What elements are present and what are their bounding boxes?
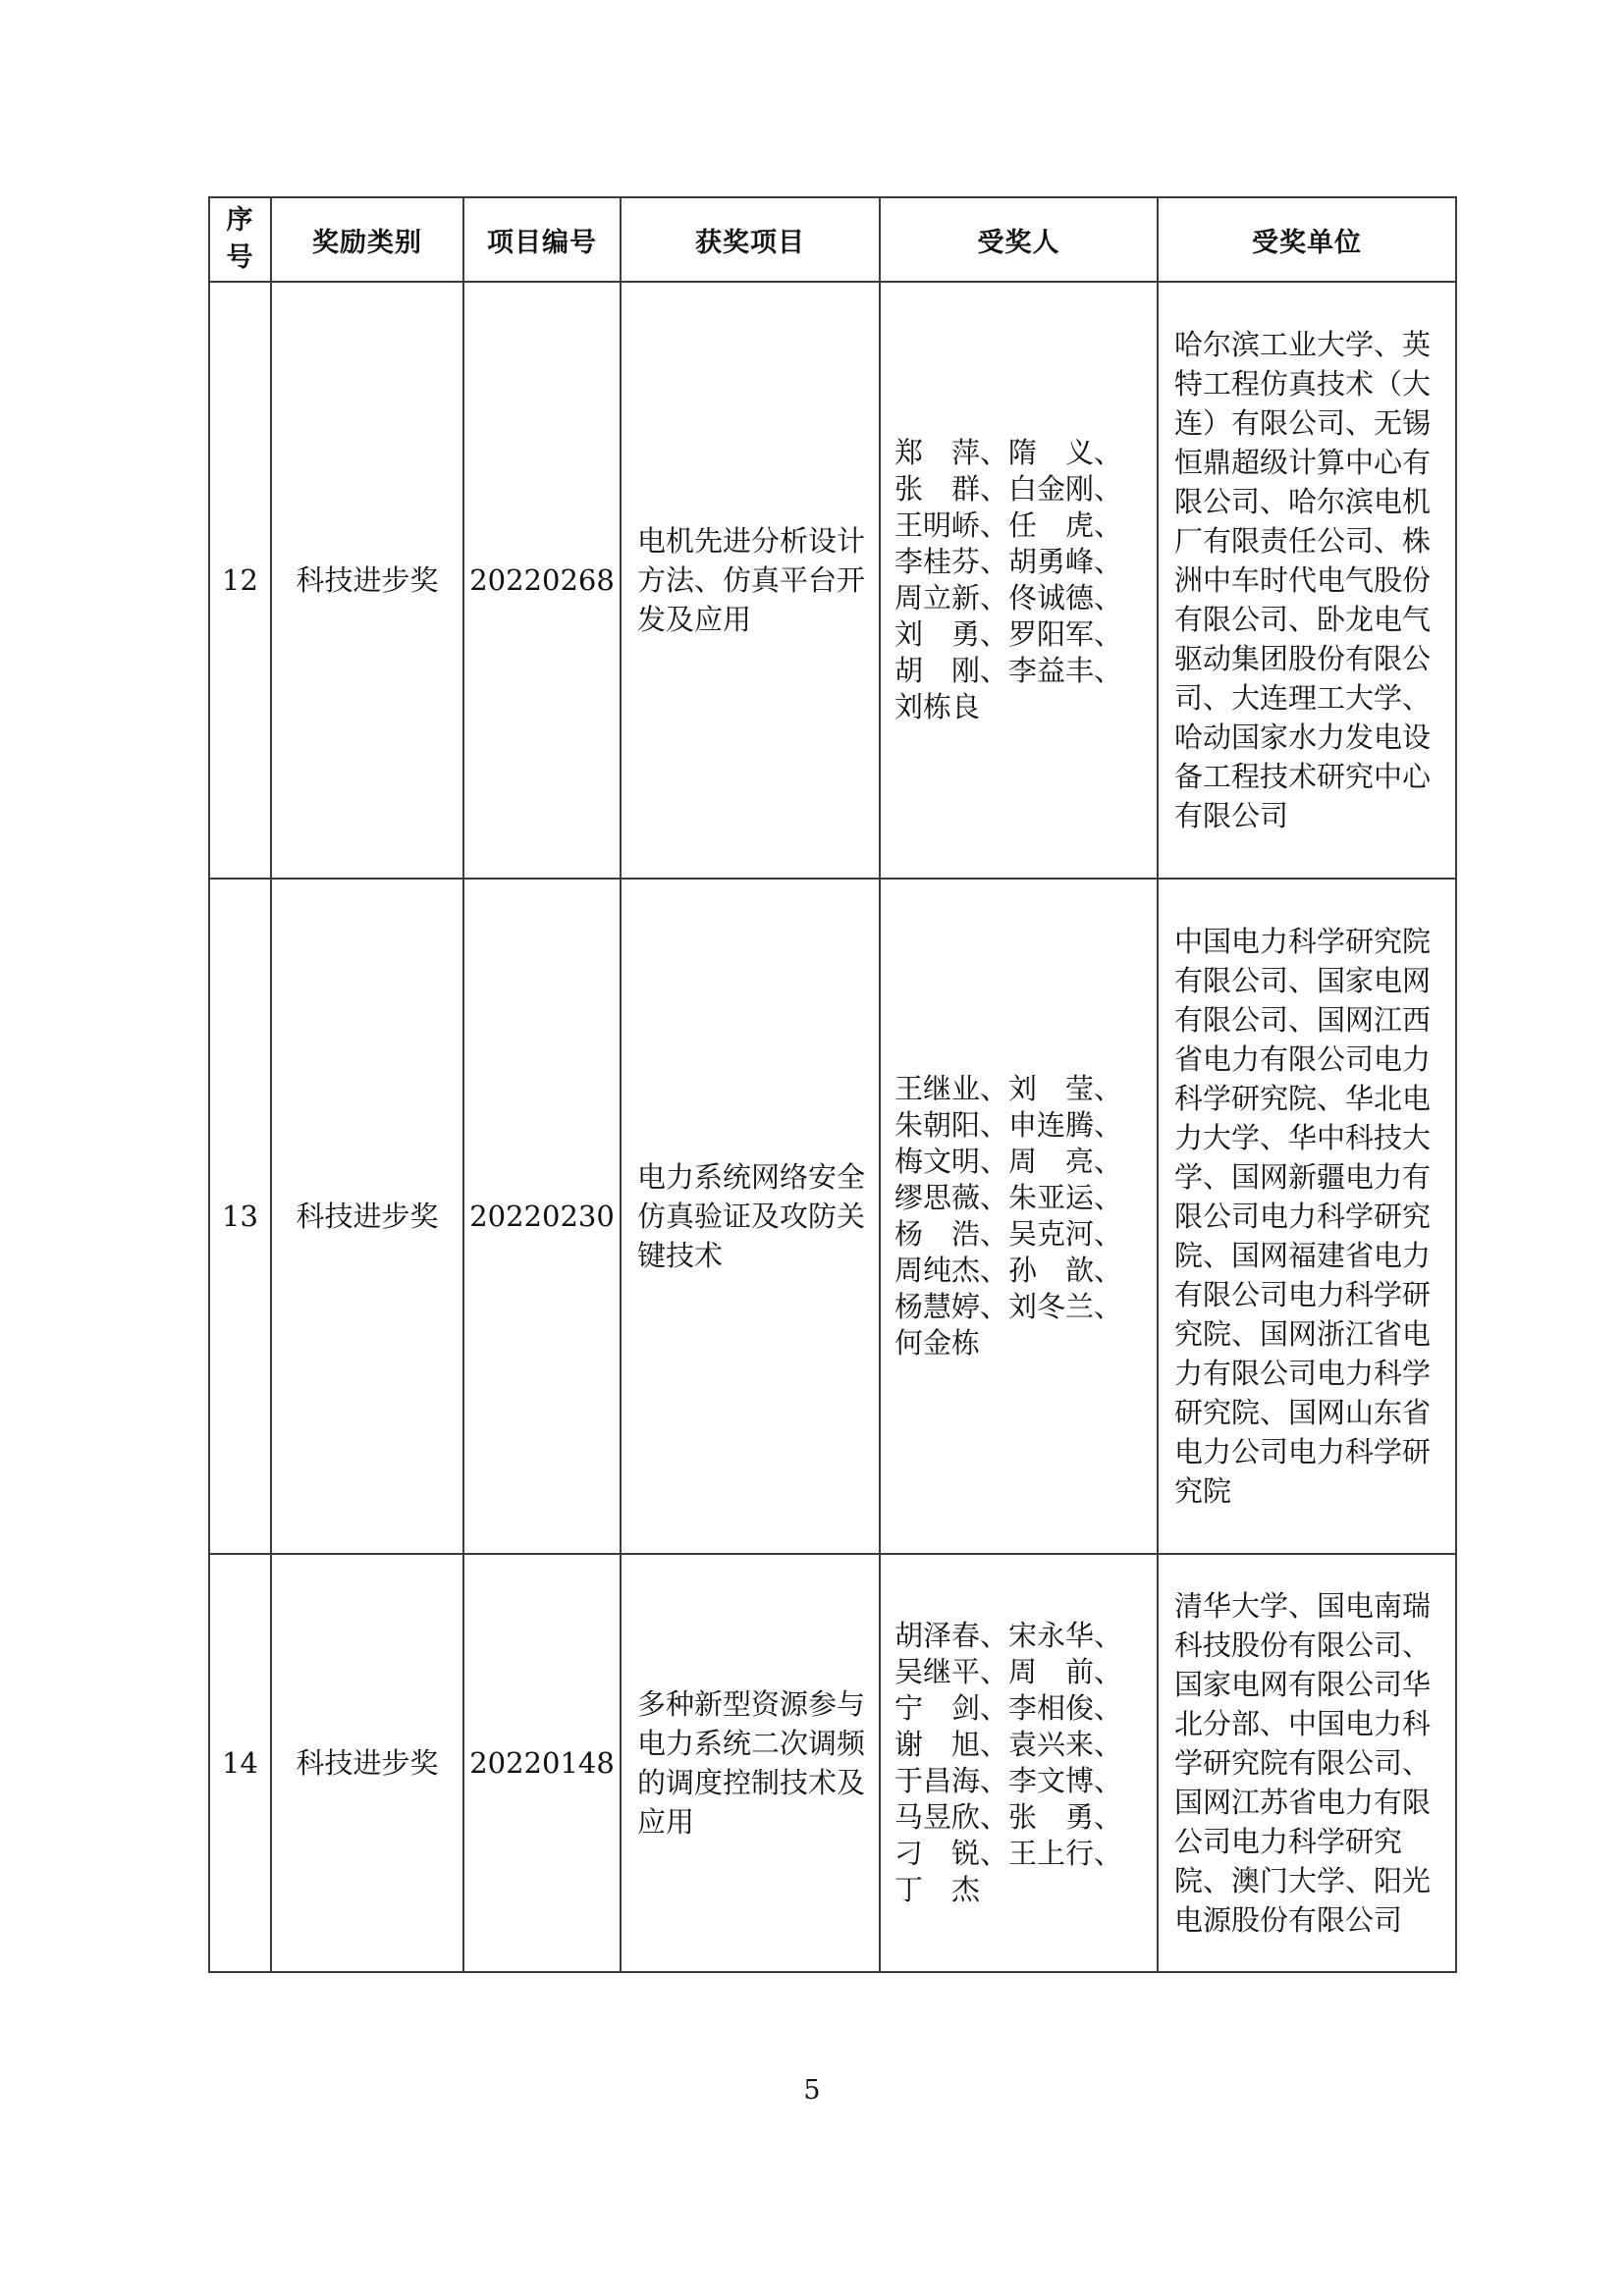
winner-line: 刘 勇、罗阳军、 (894, 617, 1123, 651)
cell-seq: 13 (209, 879, 271, 1554)
page-number: 5 (803, 2075, 821, 2106)
cell-winners (880, 1554, 1158, 1972)
winner-line: 刁 锐、王上行、 (894, 1837, 1123, 1870)
header-category: 奖励类别 (271, 197, 463, 282)
winner-line: 胡 刚、李益丰、 (894, 654, 1123, 687)
winner-line: 王明峤、任 虎、 (894, 508, 1123, 542)
winner-line: 马昱欣、张 勇、 (894, 1800, 1123, 1834)
cell-winners (880, 879, 1158, 1554)
winner-line: 谢 旭、袁兴来、 (894, 1728, 1123, 1761)
cell-category: 科技进步奖 (271, 879, 463, 1554)
winner-line: 郑 萍、隋 义、 (894, 436, 1123, 469)
winners-list (894, 1071, 1143, 1362)
table-row (209, 879, 1456, 1554)
header-project: 获奖项目 (621, 197, 880, 282)
header-project-no: 项目编号 (463, 197, 621, 282)
winner-line: 朱朝阳、申连腾、 (894, 1108, 1123, 1142)
winners-list (894, 1618, 1143, 1908)
cell-units: 哈尔滨工业大学、英特工程仿真技术（大连）有限公司、无锡恒鼎超级计算中心有限公司、哈尔滨电机厂有限责任公司、株洲中车时代电气股份有限公司、卧龙电气驱动集团股份有限公司、大连理工大学、哈动国家水力发电设备工程技术研究中心有限公司 (1158, 282, 1456, 879)
header-seq: 序号 (209, 197, 271, 282)
cell-seq: 12 (209, 282, 271, 879)
winner-line: 周纯杰、孙 歆、 (894, 1254, 1123, 1287)
winner-line: 张 群、白金刚、 (894, 472, 1123, 506)
winner-line: 宁 剑、李相俊、 (894, 1691, 1123, 1725)
cell-winners (880, 282, 1158, 879)
header-units: 受奖单位 (1158, 197, 1456, 282)
winner-line: 刘栋良 (894, 690, 981, 723)
cell-project-no: 20220230 (463, 879, 621, 1554)
winner-line: 王继业、刘 莹、 (894, 1072, 1123, 1105)
table-header-row (209, 197, 1456, 282)
winner-line: 于昌海、李文博、 (894, 1764, 1123, 1797)
cell-category: 科技进步奖 (271, 282, 463, 879)
cell-seq: 14 (209, 1554, 271, 1972)
table-row (209, 282, 1456, 879)
header-winners: 受奖人 (880, 197, 1158, 282)
winner-line: 丁 杰 (894, 1873, 981, 1906)
winner-line: 缪思薇、朱亚运、 (894, 1181, 1123, 1214)
cell-project: 电机先进分析设计方法、仿真平台开发及应用 (621, 282, 880, 879)
cell-project-no: 20220268 (463, 282, 621, 879)
cell-project-no: 20220148 (463, 1554, 621, 1972)
winner-line: 胡泽春、宋永华、 (894, 1619, 1123, 1652)
cell-units: 中国电力科学研究院有限公司、国家电网有限公司、国网江西省电力有限公司电力科学研究院、华北电力大学、华中科技大学、国网新疆电力有限公司电力科学研究院、国网福建省电力有限公司电力科学研究院、国网浙江省电力有限公司电力科学研究院、国网山东省电力公司电力科学研究院 (1158, 879, 1456, 1554)
winner-line: 杨慧婷、刘冬兰、 (894, 1290, 1123, 1323)
award-table (208, 196, 1457, 1973)
winner-line: 李桂芬、胡勇峰、 (894, 545, 1123, 578)
winner-line: 杨 浩、吴克河、 (894, 1217, 1123, 1251)
winners-list (894, 435, 1143, 725)
cell-category: 科技进步奖 (271, 1554, 463, 1972)
winner-line: 梅文明、周 亮、 (894, 1145, 1123, 1178)
cell-project: 多种新型资源参与电力系统二次调频的调度控制技术及应用 (621, 1554, 880, 1972)
cell-project: 电力系统网络安全仿真验证及攻防关键技术 (621, 879, 880, 1554)
table-row (209, 1554, 1456, 1972)
winner-line: 吴继平、周 前、 (894, 1655, 1123, 1688)
cell-units: 清华大学、国电南瑞科技股份有限公司、国家电网有限公司华北分部、中国电力科学研究院有限公司、国网江苏省电力有限公司电力科学研究院、澳门大学、阳光电源股份有限公司 (1158, 1554, 1456, 1972)
winner-line: 何金栋 (894, 1326, 981, 1360)
winner-line: 周立新、佟诚德、 (894, 581, 1123, 614)
